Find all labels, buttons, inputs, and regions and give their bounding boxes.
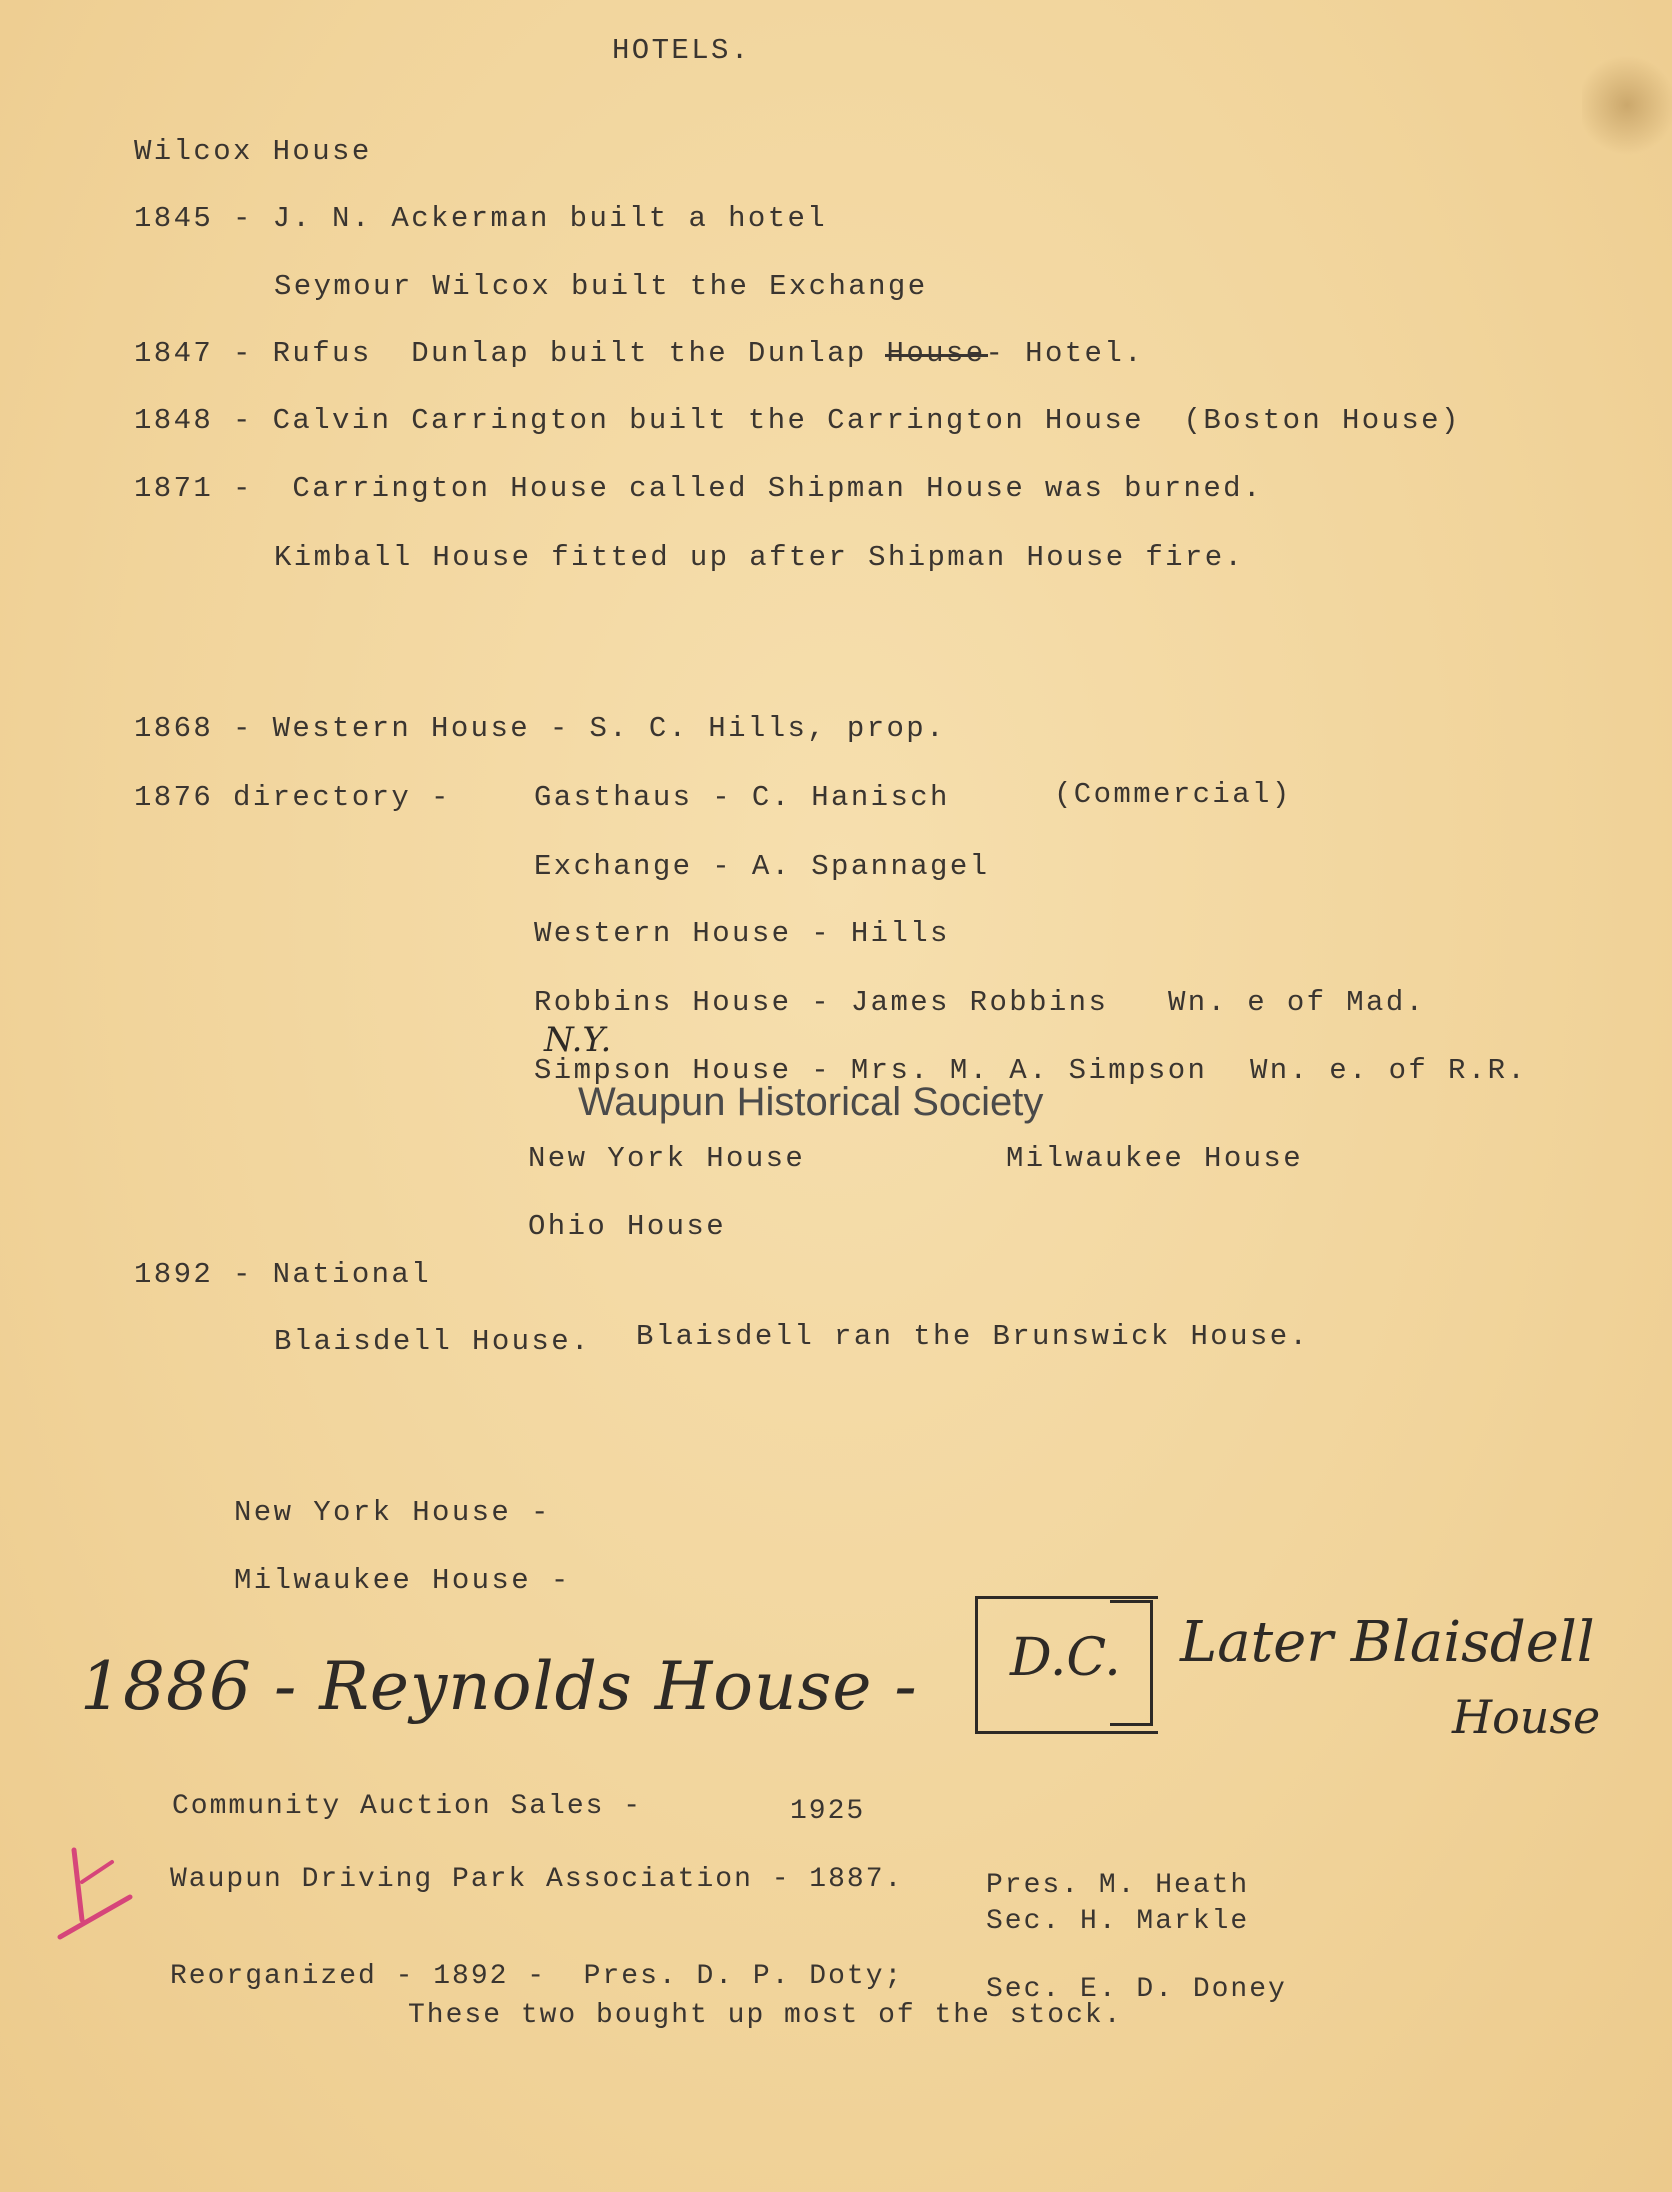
president-1887: Pres. M. Heath <box>986 1870 1250 1901</box>
line-1871-b: Kimball House fitted up after Shipman House fire. <box>274 541 1245 574</box>
directory-label: 1876 directory - <box>134 781 451 814</box>
bracket-right <box>1110 1600 1153 1726</box>
red-pencil-mark <box>52 1842 142 1952</box>
directory-entry-milwaukee: Milwaukee House <box>1006 1142 1304 1175</box>
line-1871-a: 1871 - Carrington House called Shipman House was burned. <box>134 472 1263 505</box>
handwritten-dc: D.C. <box>1010 1628 1121 1688</box>
handwritten-ny: N.Y. <box>544 1020 612 1060</box>
reorganized-line: Reorganized - 1892 - Pres. D. P. Doty; <box>170 1961 904 1992</box>
handwritten-reynolds: 1886 - Reynolds House - <box>80 1648 918 1725</box>
line-1848: 1848 - Calvin Carrington built the Carrington House (Boston House) <box>134 404 1461 437</box>
line-1892: 1892 - National <box>134 1258 432 1291</box>
line-1868: 1868 - Western House - S. C. Hills, prop. <box>134 712 946 745</box>
page-title: HOTELS. <box>612 34 751 67</box>
line-1845-a: 1845 - J. N. Ackerman built a hotel <box>134 202 828 235</box>
line-1845-b: Seymour Wilcox built the Exchange <box>274 270 928 303</box>
stock-note: These two bought up most of the stock. <box>408 2000 1123 2031</box>
directory-entry-simpson: Simpson House - Mrs. M. A. Simpson <box>534 1054 1208 1087</box>
directory-note-commercial: (Commercial) <box>1054 778 1292 811</box>
milwaukee-house: Milwaukee House - <box>234 1564 571 1597</box>
secretary-1892: Sec. E. D. Doney <box>986 1974 1287 2005</box>
directory-note-simpson: Wn. e. of R.R. <box>1250 1054 1528 1087</box>
line-1847-end: - Hotel. <box>985 337 1144 370</box>
directory-entry-robbins: Robbins House - James Robbins <box>534 986 1109 1019</box>
directory-entry-gasthaus: Gasthaus - C. Hanisch <box>534 781 950 814</box>
directory-entry-ohio: Ohio House <box>528 1210 727 1243</box>
driving-park-line: Waupun Driving Park Association - 1887. <box>170 1864 904 1895</box>
watermark: Waupun Historical Society <box>578 1080 1044 1124</box>
line-1847-text: 1847 - Rufus Dunlap built the Dunlap <box>134 337 887 370</box>
directory-note-robbins: Wn. e of Mad. <box>1168 986 1426 1019</box>
auction-line: Community Auction Sales - <box>172 1791 643 1822</box>
secretary-1887: Sec. H. Markle <box>986 1906 1250 1937</box>
struck-word: House <box>886 337 986 370</box>
handwritten-house: House <box>1452 1690 1601 1744</box>
auction-year: 1925 <box>790 1796 866 1827</box>
new-york-house: New York House - <box>234 1496 551 1529</box>
directory-entry-western: Western House - Hills <box>534 917 950 950</box>
wilcox-heading: Wilcox House <box>134 135 372 168</box>
blaisdell-note: Blaisdell ran the Brunswick House. <box>636 1320 1310 1353</box>
directory-entry-new-york: New York House <box>528 1142 806 1175</box>
line-1847 <box>134 339 1144 368</box>
blaisdell-house: Blaisdell House. <box>274 1325 591 1358</box>
directory-entry-exchange: Exchange - A. Spannagel <box>534 850 990 883</box>
paper-stain <box>1582 50 1672 160</box>
handwritten-later: Later Blaisdell <box>1180 1610 1595 1675</box>
